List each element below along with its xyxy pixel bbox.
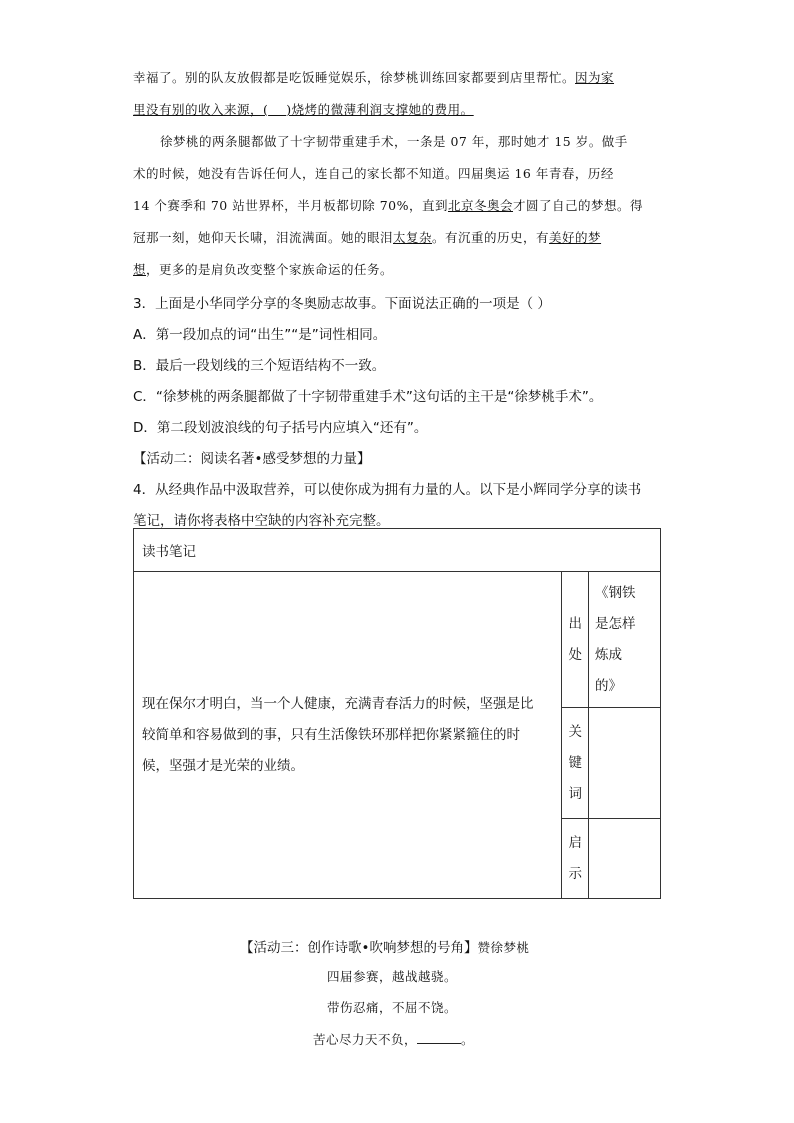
quote-cell: 现在保尔才明白，当一个人健康，充满青春活力的时候，坚强是比 较简单和容易做到的事，只有生活像铁环那样把你紧紧箍住的时 候，坚强才是光荣的业绩。 [134,572,562,899]
passage-underlined-text: 因为家 [575,70,615,85]
question-3-option-a[interactable]: A．第一段加点的词“出生”“是”词性相同。 [133,327,387,343]
poem-title: 赞徐梦桃 [477,940,530,955]
passage-p2-line5: 想，更多的是肩负改变整个家族命运的任务。 [133,262,394,277]
passage-p2-line3: 14 个赛季和 70 站世界杯，半月板都切除 70%，直到北京冬奥会才圆了自己的梦想。得 [133,198,644,213]
insight-answer-field[interactable] [589,819,661,899]
underlined-phrase: 太复杂 [393,230,433,245]
poem-line-3: 苦心尽力天不负， 。 [313,1032,475,1047]
table-header: 读书笔记 [134,529,661,572]
keyword-answer-field[interactable] [589,708,661,819]
question-4-line2: 笔记，请你将表格中空缺的内容补充完整。 [133,513,390,529]
underlined-phrase: 北京冬奥会 [448,198,514,213]
passage-text: 幸福了。别的队友放假都是吃饭睡觉娱乐，徐梦桃训练回家都要到店里帮忙。 [133,70,576,85]
underlined-phrase: 美好的梦 [549,230,602,245]
insight-label: 启 示 [562,819,589,899]
question-3-option-b[interactable]: B．最后一段划线的三个短语结构不一致。 [133,358,386,374]
activity-3-heading [240,936,529,956]
question-4-line1: 4．从经典作品中汲取营养，可以使你成为拥有力量的人。以下是小辉同学分享的读书 [133,482,642,498]
question-3-option-d[interactable]: D．第二段划波浪线的句子括号内应填入“还有”。 [133,420,428,436]
reading-notes-table [133,528,661,899]
question-3-stem: 3．上面是小华同学分享的冬奥励志故事。下面说法正确的一项是（ ） [133,296,551,312]
activity-3-title: 【活动三：创作诗歌•吹响梦想的号角】 [240,940,478,956]
keyword-label: 关 键 词 [562,708,589,819]
poem-line-2: 带伤忍痛，不屈不饶。 [327,1000,458,1015]
passage-p1-line2 [133,100,474,118]
passage-p1-line1 [133,68,614,86]
poem-line-1: 四届参赛，越战越骁。 [327,969,458,984]
poem-answer-blank[interactable] [417,1031,461,1044]
underlined-phrase: 想 [133,262,147,277]
passage-p2-line1 [160,132,628,150]
passage-text: 徐梦桃的两条腿都做了十字韧带重建手术，一条是 07 年，那时她才 15 岁。做手 [160,134,628,149]
passage-text: 术的时候，她没有告诉任何人，连自己的家长都不知道。四届奥运 16 年青春，历经 [133,166,614,181]
source-value: 《钢铁 是怎样 炼成 的》 [589,572,661,708]
question-3-option-c[interactable]: C．“徐梦桃的两条腿都做了十字韧带重建手术”这句话的主干是“徐梦桃手术”。 [133,389,603,405]
passage-p2-line2 [133,164,614,182]
passage-p2-line4: 冠那一刻，她仰天长啸，泪流满面。她的眼泪太复杂。有沉重的历史，有美好的梦 [133,230,602,245]
source-label: 出 处 [562,572,589,708]
activity-2-title: 【活动二：阅读名著•感受梦想的力量】 [133,451,371,467]
passage-underlined-sentence: 里没有别的收入来源，( )烧烤的微薄利润支撑她的费用。 [133,102,474,117]
